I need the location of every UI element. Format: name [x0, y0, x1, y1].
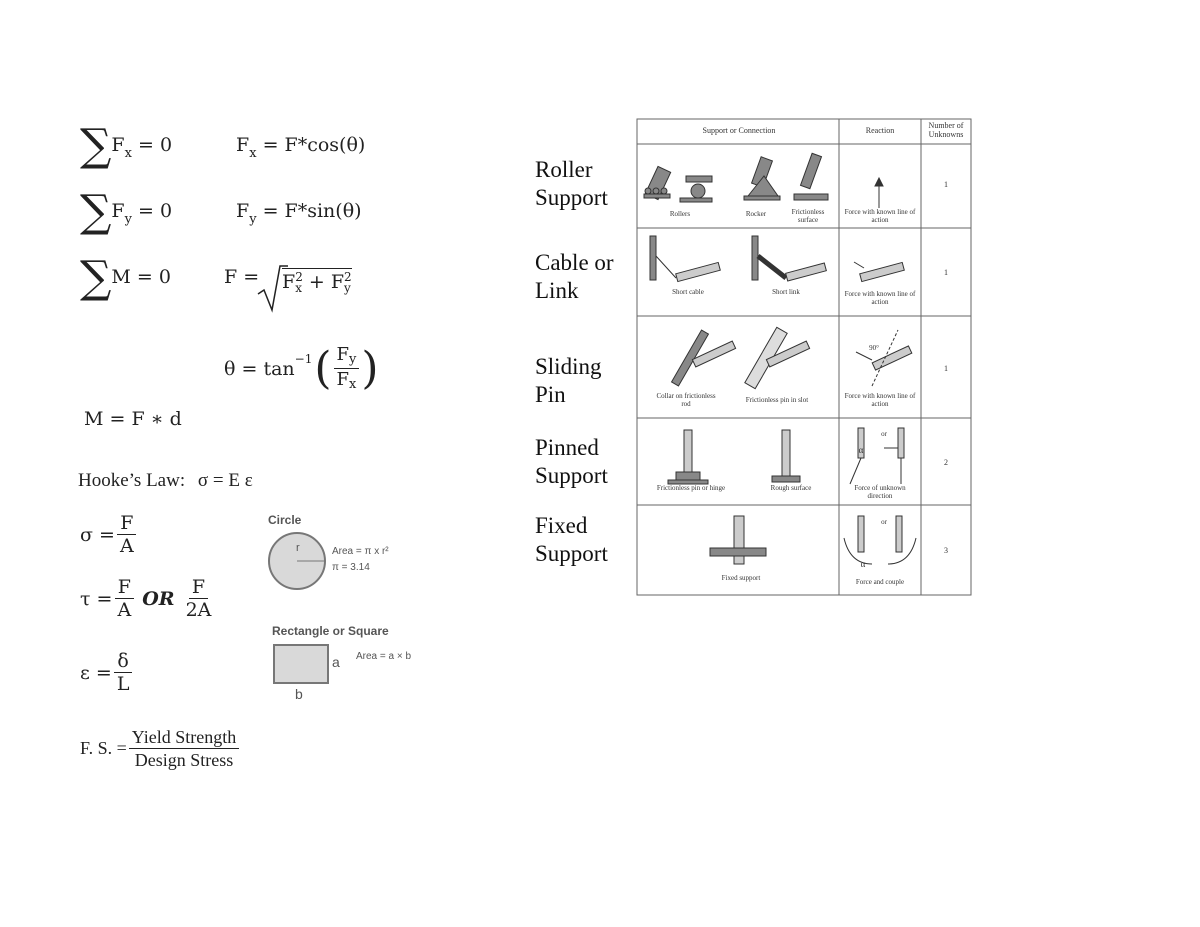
shear-stress-equation	[80, 576, 216, 621]
unknowns-sliding: 1	[944, 364, 948, 373]
theta-equation: θ = tan −1 ( $\frac{Fy}{Fx}$ )	[224, 342, 379, 394]
tau-or: OR	[142, 587, 175, 610]
sum-fy-rhs: = 0	[131, 200, 173, 222]
theta-num-sub: y	[349, 352, 357, 367]
fy-lhs: F	[236, 200, 250, 222]
normal-stress-equation	[80, 512, 139, 557]
eps-den: L	[116, 673, 130, 695]
circle-area-formula: Area = π x r²	[332, 546, 389, 557]
fy-sub: y	[249, 212, 257, 227]
tau-den2: 2A	[185, 599, 212, 621]
sum-fy-sub: y	[124, 212, 132, 227]
unknowns-fixed: 3	[944, 546, 948, 555]
sum-fx-rhs: = 0	[131, 134, 173, 156]
theta-den: F	[336, 369, 350, 390]
rectangle-side-a: a	[332, 654, 340, 670]
header-reaction: Reaction	[865, 126, 895, 135]
fx-lhs: F	[236, 134, 250, 156]
reaction-alpha-fixed: α	[860, 559, 866, 569]
hookes-law	[78, 470, 253, 492]
fx-sub: x	[249, 146, 257, 161]
row-label-fixed: Fixed Support	[535, 513, 608, 566]
eps-lhs: ε =	[80, 661, 112, 684]
radicand-sub2: y	[344, 281, 351, 295]
header-support-connection: Support or Connection	[702, 126, 776, 135]
circle-pi-value: π = 3.14	[332, 562, 370, 573]
caption-collar-rod: Collar on frictionless rod	[656, 392, 716, 408]
circle-diagram	[266, 530, 328, 592]
reaction-alpha-pinned: α	[858, 445, 864, 455]
fs-num: Yield Strength	[129, 726, 240, 749]
caption-short-cable: Short cable	[672, 288, 704, 296]
caption-pin-hinge: Frictionless pin or hinge	[656, 484, 726, 492]
reaction-pinned: Force of unknown direction	[854, 484, 906, 500]
roller-support-drawings	[644, 153, 883, 208]
rectangle-area-formula: Area = a × b	[356, 651, 412, 662]
caption-pin-in-slot: Frictionless pin in slot	[745, 396, 809, 404]
caption-short-link: Short link	[772, 288, 800, 296]
sigma-num: F	[117, 512, 136, 535]
caption-rough-surface: Rough surface	[770, 484, 812, 492]
radicand-fx: F	[282, 271, 296, 293]
pinned-support-drawings	[668, 428, 904, 484]
summation-symbol: ∑	[80, 120, 112, 171]
reaction-sliding: Force with known line of action	[844, 392, 916, 408]
strain-equation	[80, 650, 134, 695]
fx-component-equation	[236, 134, 366, 161]
supports-table-grid	[636, 118, 972, 598]
tau-num2: F	[189, 576, 208, 599]
circle-radius-label: r	[296, 542, 300, 554]
sum-fx-equation	[80, 120, 173, 171]
fy-component-equation	[236, 200, 362, 227]
sum-m-body: M = 0	[111, 266, 171, 288]
sum-m-equation	[80, 252, 171, 303]
rectangle-title: Rectangle or Square	[272, 624, 389, 638]
summation-symbol: ∑	[80, 186, 112, 237]
hookes-law-label: Hooke’s Law:	[78, 470, 186, 491]
circle-title: Circle	[268, 513, 302, 527]
sigma-lhs: σ =	[80, 523, 115, 546]
radicand-sup2: 2	[344, 270, 352, 284]
fy-rhs: = F*sin(θ)	[256, 200, 362, 222]
eps-num: δ	[114, 650, 131, 673]
fx-rhs: = F*cos(θ)	[256, 134, 366, 156]
tau-num1: F	[115, 576, 134, 599]
reaction-angle-label: 90°	[869, 344, 879, 352]
unknowns-pinned: 2	[944, 458, 948, 467]
sliding-pin-drawings	[672, 327, 912, 388]
fs-lhs: F. S. =	[80, 738, 127, 758]
fs-den: Design Stress	[134, 750, 234, 770]
factor-of-safety-equation	[80, 726, 241, 771]
reaction-cable: Force with known line of action	[844, 290, 916, 306]
summation-symbol: ∑	[80, 252, 112, 303]
sum-fx-body: F	[111, 134, 125, 156]
rectangle-diagram	[273, 644, 329, 684]
unknowns-roller: 1	[944, 180, 948, 189]
theta-den-sub: x	[349, 377, 357, 392]
caption-fixed-support: Fixed support	[721, 574, 761, 582]
reaction-roller: Force with known line of action	[844, 208, 916, 224]
row-label-pinned: Pinned Support	[535, 435, 608, 488]
caption-rollers: Rollers	[669, 210, 691, 218]
sum-fx-sub: x	[124, 146, 132, 161]
row-label-sliding: Sliding Pin	[535, 354, 602, 407]
radicand-plus: + F	[302, 271, 345, 293]
unknowns-cable: 1	[944, 268, 948, 277]
row-label-cable: Cable or Link	[535, 250, 614, 303]
reaction-fixed: Force and couple	[855, 578, 905, 586]
caption-rocker: Rocker	[745, 210, 767, 218]
reaction-or-pinned: or	[881, 430, 887, 438]
theta-num: F	[336, 344, 350, 365]
moment-equation: M = F ∗ d	[84, 408, 182, 430]
radicand-sub1: x	[295, 281, 302, 295]
force-magnitude-equation	[224, 266, 259, 288]
rectangle-side-b: b	[295, 686, 303, 702]
hookes-law-eq: σ = E ε	[197, 470, 253, 491]
tau-lhs: τ =	[80, 587, 113, 610]
f-mag-lhs: F =	[224, 266, 260, 288]
theta-sup: −1	[294, 351, 313, 366]
cable-link-drawings	[650, 236, 904, 282]
radicand-sup1: 2	[295, 270, 303, 284]
reaction-or-fixed: or	[881, 518, 887, 526]
row-label-roller: Roller Support	[535, 157, 608, 210]
sigma-den: A	[119, 535, 134, 557]
sum-fy-body: F	[111, 200, 125, 222]
sum-fy-equation	[80, 186, 173, 237]
caption-frictionless-surface: Frictionless surface	[791, 208, 825, 224]
radicand	[282, 268, 352, 294]
tau-den1: A	[117, 599, 132, 621]
theta-lhs: θ = tan	[224, 357, 295, 380]
header-unknowns: Number of Unknowns	[928, 121, 964, 139]
